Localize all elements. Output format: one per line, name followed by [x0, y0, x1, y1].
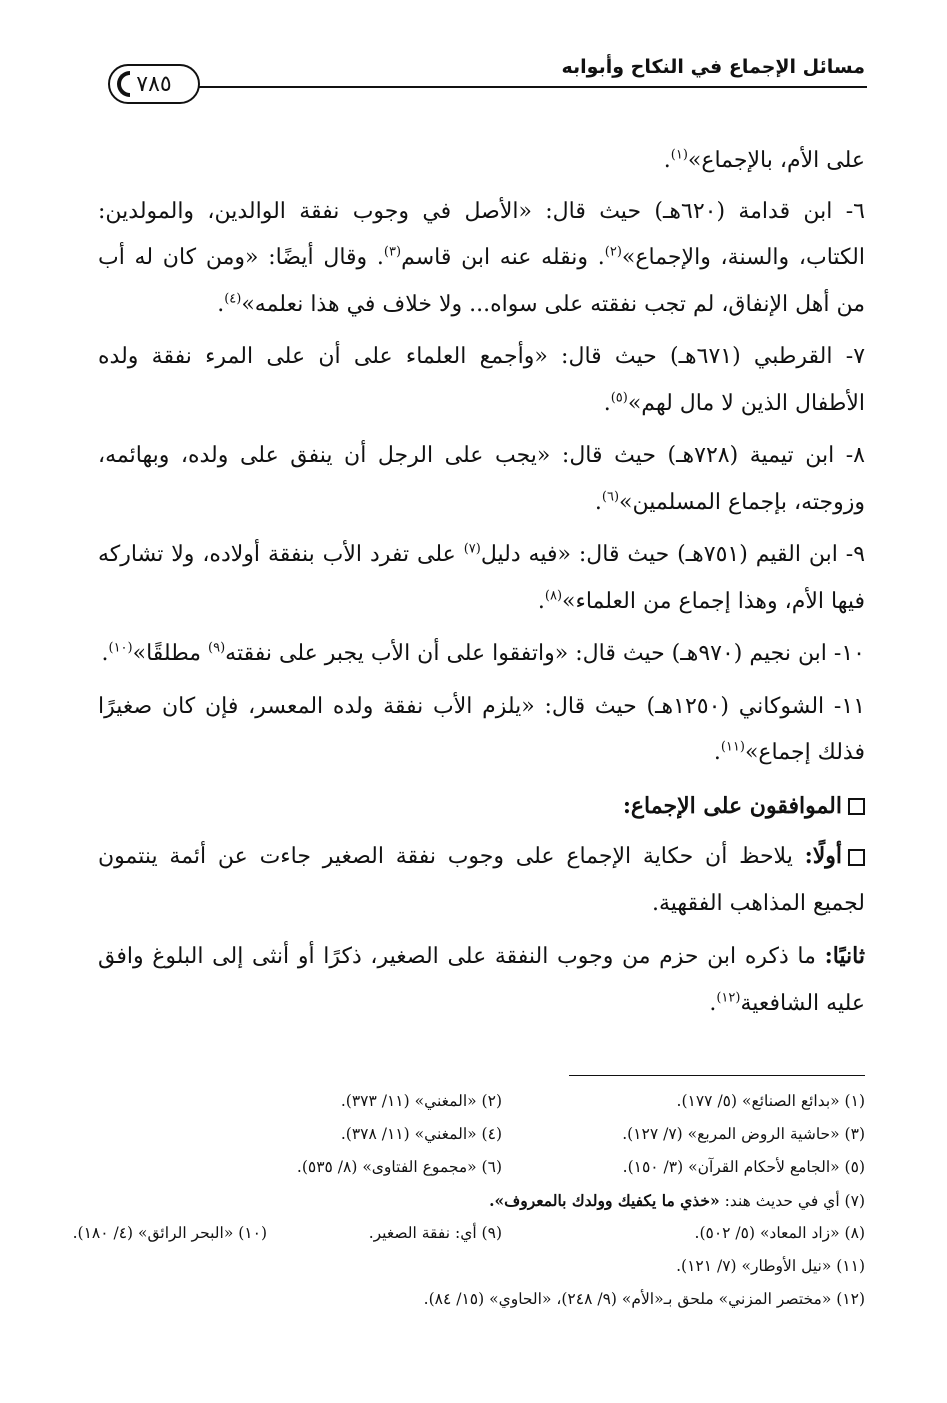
main-text	[98, 138, 865, 1033]
text: .	[709, 990, 717, 1016]
label-second: ثانيًا:	[824, 943, 865, 969]
paragraph-second	[98, 933, 865, 1027]
footnote-ref[interactable]: (١)	[670, 147, 688, 163]
footnote-ref[interactable]: (٤)	[224, 291, 242, 307]
page-number-badge	[108, 64, 200, 104]
footnote-7	[489, 1191, 865, 1210]
paragraph-continuation	[98, 138, 865, 185]
footnote-3: (٣) «حاشية الروض المربع» (٧/ ١٢٧).	[622, 1125, 865, 1143]
text: .	[663, 148, 671, 173]
footnote-11: (١١) «نيل الأوطار» (٧/ ١٢١).	[676, 1257, 865, 1275]
text: على الأم، بالإجماع»	[687, 148, 865, 173]
footnote-row	[72, 1224, 865, 1257]
text: .	[713, 740, 721, 765]
footnote-row	[98, 1257, 865, 1290]
paragraph-first	[98, 833, 865, 927]
footnote-4: (٤) «المغني» (١١/ ٣٧٨).	[340, 1125, 502, 1143]
text: على تفرد الأب بنفقة أولاده، ولا تشاركه فيها الأم، وهذا إجماع من العلماء»	[98, 542, 865, 614]
footnotes	[72, 1092, 865, 1323]
text: . ونقله عنه ابن قاسم	[401, 245, 605, 270]
footnote-ref[interactable]: (١٢)	[716, 990, 741, 1006]
footnote-1: (١) «بدائع الصنائع» (٥/ ١٧٧).	[676, 1092, 865, 1110]
footnote-12: (١٢) «مختصر المزني» ملحق بـ«الأم» (٩/ ٢٤٨)، «الحاوي» (١٥/ ٨٤).	[423, 1290, 865, 1308]
footnote-5: (٥) «الجامع لأحكام القرآن» (٣/ ١٥٠).	[622, 1158, 865, 1176]
footnote-row	[98, 1125, 865, 1158]
text: .	[537, 588, 545, 614]
footnote-8: (٨) «زاد المعاد» (٥/ ٥٠٢).	[694, 1224, 865, 1242]
text: .	[603, 390, 611, 416]
page-number: ٧٨٥	[136, 71, 172, 97]
text: مطلقًا»	[132, 641, 209, 666]
text: ما ذكره ابن حزم من وجوب النفقة على الصغير، ذكرًا أو أنثى إلى البلوغ وافق عليه الشافعية	[98, 944, 865, 1016]
paragraph-qurtubi	[98, 334, 865, 427]
text: .	[594, 489, 602, 515]
footnote-9: (٩) أي: نفقة الصغير.	[368, 1224, 502, 1242]
text: . وقال أيضًا: «ومن كان له أب من أهل الإنفاق، لم تجب نفقته على سواه... ولا خلاف في هذا نعلمه»	[98, 245, 865, 317]
paragraph-ibn-taymiyya	[98, 433, 865, 526]
footnote-ref[interactable]: (٧)	[463, 541, 481, 557]
text: ١١- الشوكاني (١٢٥٠هـ) حيث قال: «يلزم الأب نفقة ولده المعسر، فإن كان صغيرًا فذلك إجماع»	[98, 693, 866, 765]
footnote-ref[interactable]: (٩)	[208, 640, 226, 656]
text: ٨- ابن تيمية (٧٢٨هـ) حيث قال: «يجب على الرجل أن ينفق على ولده، وبهائمه، وزوجته، بإجماع المسلمين»	[98, 443, 865, 515]
header-rule	[195, 86, 867, 88]
text: .	[101, 641, 109, 666]
section-heading	[98, 783, 865, 830]
paragraph-ibn-nujaym	[98, 631, 865, 678]
hadith-quote: «خذي ما يكفيك وولدك بالمعروف».	[489, 1191, 720, 1210]
footnote-10: (١٠) «البحر الرائق» (٤/ ١٨٠).	[72, 1224, 267, 1242]
square-bullet-icon	[848, 798, 865, 815]
footnote-row	[98, 1290, 865, 1323]
label-first: أولًا:	[804, 843, 842, 869]
running-header-title: مسائل الإجماع في النكاح وأبوابه	[561, 56, 865, 78]
text: ٩- ابن القيم (٧٥١هـ) حيث قال: «فيه دليل	[480, 542, 866, 567]
text: ٦- ابن قدامة (٦٢٠هـ) حيث قال: «الأصل في وجوب نفقة الوالدين، والمولدين: الكتاب، والسنة، والإجماع»	[98, 198, 865, 270]
paragraph-shawkani	[98, 684, 865, 777]
text: ٧- القرطبي (٦٧١هـ) حيث قال: «وأجمع العلماء على أن على المرء نفقة ولده الأطفال الذين لا مال لهم»	[98, 344, 866, 416]
square-bullet-icon	[848, 849, 865, 866]
heading-text: الموافقون على الإجماع:	[622, 792, 842, 819]
footnote-2: (٢) «المغني» (١١/ ٣٧٣).	[340, 1092, 502, 1110]
text: .	[217, 291, 225, 317]
footnote-row	[98, 1191, 865, 1224]
footnote-ref[interactable]: (٥)	[610, 390, 628, 406]
text: يلاحظ أن حكاية الإجماع على وجوب نفقة الصغير جاءت عن أئمة ينتمون لجميع المذاهب الفقهية.	[98, 844, 865, 916]
footnote-separator	[569, 1075, 865, 1076]
footnote-6: (٦) «مجموع الفتاوى» (٨/ ٥٣٥).	[296, 1158, 502, 1176]
paragraph-ibn-qudama	[98, 189, 865, 329]
paragraph-ibn-qayyim	[98, 532, 865, 625]
footnote-ref[interactable]: (٢)	[604, 244, 622, 260]
text: (٧) أي في حديث هند:	[719, 1192, 865, 1210]
footnote-ref[interactable]: (٣)	[383, 244, 402, 260]
footnote-ref[interactable]: (٨)	[544, 588, 563, 604]
footnote-row	[98, 1092, 865, 1125]
text: ١٠- ابن نجيم (٩٧٠هـ) حيث قال: «واتفقوا على أن الأب يجبر على نفقته	[225, 641, 865, 666]
footnote-ref[interactable]: (١٠)	[108, 640, 133, 656]
footnote-ref[interactable]: (٦)	[601, 489, 620, 505]
footnote-row	[98, 1158, 865, 1191]
footnote-ref[interactable]: (١١)	[720, 739, 745, 755]
